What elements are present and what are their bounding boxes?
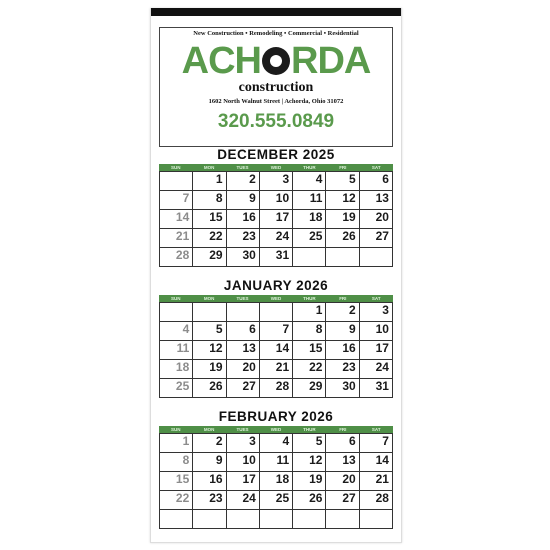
day-number: 25	[275, 491, 290, 505]
day-number: 19	[309, 472, 323, 486]
day-number: 12	[209, 341, 223, 355]
day-number: 14	[275, 341, 290, 355]
month-grid	[159, 433, 393, 529]
month-title: JANUARY 2026	[223, 278, 329, 293]
brand-right: RDA	[291, 40, 371, 82]
weekday-label: WED	[270, 427, 282, 432]
day-number: 7	[382, 434, 389, 448]
day-cell	[193, 341, 226, 360]
day-cell	[160, 303, 193, 322]
day-cell	[326, 341, 359, 360]
day-number: 2	[215, 434, 223, 448]
day-number: 15	[175, 472, 190, 486]
weekday-label: MON	[203, 165, 215, 170]
day-cell	[360, 191, 393, 210]
day-cell	[293, 341, 326, 360]
day-cell	[227, 379, 260, 398]
day-number: 9	[215, 453, 223, 467]
weekday-label: FRI	[339, 296, 347, 301]
day-number: 21	[275, 360, 290, 374]
calendar-binding-bar	[151, 8, 401, 16]
day-cell	[293, 491, 326, 510]
day-number: 4	[315, 172, 323, 186]
day-cell	[193, 191, 226, 210]
day-number: 15	[209, 210, 223, 224]
day-cell	[193, 322, 226, 341]
day-cell	[293, 248, 326, 267]
day-cell	[193, 379, 226, 398]
day-cell	[227, 491, 260, 510]
day-number: 11	[309, 191, 323, 205]
day-cell	[360, 472, 393, 491]
weekday-label: THUR	[303, 427, 316, 432]
day-cell	[193, 491, 226, 510]
day-cell	[260, 472, 293, 491]
day-number: 4	[182, 322, 190, 336]
day-cell	[227, 434, 260, 453]
month-grid	[159, 171, 393, 267]
wall-calendar	[150, 8, 402, 543]
day-cell	[260, 210, 293, 229]
day-cell	[326, 360, 359, 379]
day-number: 20	[342, 472, 356, 486]
day-number: 7	[182, 191, 190, 205]
day-number: 23	[242, 229, 256, 243]
day-cell	[293, 191, 326, 210]
day-cell	[227, 248, 260, 267]
day-cell	[326, 303, 359, 322]
day-cell	[293, 360, 326, 379]
day-cell	[360, 379, 393, 398]
day-number: 1	[215, 172, 223, 186]
weekday-label: FRI	[339, 427, 347, 432]
day-cell	[160, 322, 193, 341]
day-number: 14	[375, 453, 389, 467]
day-cell	[326, 248, 359, 267]
day-number: 22	[209, 229, 223, 243]
day-number: 13	[375, 191, 389, 205]
logo-mark-icon	[262, 47, 290, 75]
day-number: 8	[182, 453, 190, 467]
day-cell	[260, 172, 293, 191]
day-cell	[293, 510, 326, 529]
day-number: 20	[242, 360, 256, 374]
day-number: 11	[276, 453, 290, 467]
day-number: 28	[175, 248, 190, 262]
day-cell	[326, 379, 359, 398]
day-cell	[260, 453, 293, 472]
day-cell	[360, 510, 393, 529]
day-cell	[293, 303, 326, 322]
day-cell	[360, 453, 393, 472]
day-number: 26	[342, 229, 356, 243]
day-number: 15	[309, 341, 323, 355]
day-number: 30	[242, 248, 256, 262]
day-number: 5	[349, 172, 356, 186]
day-cell	[227, 172, 260, 191]
day-number: 24	[375, 360, 389, 374]
month-title: FEBRUARY 2026	[218, 409, 334, 424]
day-cell	[227, 453, 260, 472]
day-cell	[193, 472, 226, 491]
day-cell	[260, 360, 293, 379]
day-cell	[160, 341, 193, 360]
month-grid	[159, 302, 393, 398]
day-cell	[326, 210, 359, 229]
day-cell	[160, 248, 193, 267]
day-number: 27	[342, 491, 356, 505]
weekday-label: SAT	[371, 427, 381, 432]
day-number: 10	[275, 191, 290, 205]
day-number: 16	[342, 341, 356, 355]
day-cell	[160, 510, 193, 529]
day-number: 19	[209, 360, 223, 374]
day-cell	[193, 453, 226, 472]
company-subtitle: construction	[238, 80, 314, 95]
day-number: 23	[342, 360, 356, 374]
day-cell	[293, 172, 326, 191]
weekday-label: SUN	[170, 296, 181, 301]
month-title: DECEMBER 2025	[217, 147, 335, 162]
day-number: 18	[175, 360, 190, 374]
day-cell	[260, 191, 293, 210]
day-number: 6	[349, 434, 356, 448]
day-cell	[326, 491, 359, 510]
day-cell	[193, 210, 226, 229]
day-number: 13	[342, 453, 356, 467]
day-number: 3	[382, 303, 389, 317]
day-number: 25	[175, 379, 190, 393]
day-number: 2	[249, 172, 256, 186]
day-number: 11	[176, 341, 190, 355]
company-phone: 320.555.0849	[217, 111, 335, 132]
day-number: 2	[349, 303, 356, 317]
day-cell	[193, 434, 226, 453]
day-cell	[160, 210, 193, 229]
day-cell	[293, 322, 326, 341]
day-number: 16	[209, 472, 223, 486]
day-cell	[260, 491, 293, 510]
day-cell	[293, 434, 326, 453]
day-cell	[326, 191, 359, 210]
day-number: 10	[242, 453, 256, 467]
day-number: 29	[209, 248, 223, 262]
day-cell	[260, 229, 293, 248]
weekday-label: THUR	[303, 165, 316, 170]
day-cell	[193, 510, 226, 529]
day-cell	[227, 210, 260, 229]
day-number: 17	[242, 472, 256, 486]
day-cell	[227, 191, 260, 210]
company-address: 1602 North Walnut Street | Achorda, Ohio 31072	[208, 98, 344, 105]
day-number: 17	[275, 210, 290, 224]
day-cell	[227, 360, 260, 379]
weekday-label: SUN	[170, 427, 181, 432]
day-cell	[160, 453, 193, 472]
day-cell	[326, 322, 359, 341]
day-number: 9	[349, 322, 356, 336]
day-cell	[227, 229, 260, 248]
weekday-label: TUES	[236, 296, 249, 301]
weekday-label: SAT	[371, 165, 381, 170]
day-number: 16	[242, 210, 256, 224]
weekday-label: SAT	[371, 296, 381, 301]
day-cell	[193, 303, 226, 322]
day-cell	[193, 172, 226, 191]
day-cell	[260, 379, 293, 398]
day-number: 12	[309, 453, 323, 467]
weekday-header-row	[159, 164, 393, 171]
day-number: 1	[182, 434, 190, 448]
day-cell	[227, 303, 260, 322]
day-number: 5	[215, 322, 223, 336]
day-number: 21	[175, 229, 190, 243]
day-cell	[360, 491, 393, 510]
day-cell	[326, 453, 359, 472]
day-cell	[360, 210, 393, 229]
day-cell	[293, 453, 326, 472]
weekday-label: FRI	[339, 165, 347, 170]
day-number: 31	[375, 379, 389, 393]
day-number: 23	[209, 491, 223, 505]
weekday-label: TUES	[236, 427, 249, 432]
day-number: 5	[315, 434, 323, 448]
day-number: 6	[249, 322, 256, 336]
day-cell	[326, 172, 359, 191]
day-cell	[260, 434, 293, 453]
day-number: 3	[249, 434, 256, 448]
day-cell	[360, 341, 393, 360]
day-cell	[360, 248, 393, 267]
day-number: 26	[309, 491, 323, 505]
day-number: 9	[249, 191, 256, 205]
day-cell	[293, 229, 326, 248]
day-cell	[360, 172, 393, 191]
weekday-label: MON	[203, 296, 215, 301]
day-number: 8	[215, 191, 223, 205]
day-number: 30	[342, 379, 356, 393]
day-number: 26	[209, 379, 223, 393]
day-cell	[326, 510, 359, 529]
weekday-label: THUR	[303, 296, 316, 301]
day-cell	[360, 434, 393, 453]
day-cell	[360, 322, 393, 341]
day-number: 3	[282, 172, 290, 186]
day-number: 14	[175, 210, 190, 224]
day-number: 22	[175, 491, 190, 505]
day-cell	[326, 434, 359, 453]
day-number: 12	[342, 191, 356, 205]
weekday-label: TUES	[236, 165, 249, 170]
day-number: 24	[275, 229, 290, 243]
day-cell	[260, 341, 293, 360]
day-number: 8	[315, 322, 323, 336]
day-cell	[260, 303, 293, 322]
day-cell	[360, 360, 393, 379]
day-number: 24	[242, 491, 256, 505]
day-cell	[360, 229, 393, 248]
day-number: 21	[375, 472, 389, 486]
day-cell	[326, 229, 359, 248]
day-cell	[227, 322, 260, 341]
day-cell	[160, 379, 193, 398]
day-cell	[193, 229, 226, 248]
day-number: 18	[309, 210, 323, 224]
day-cell	[160, 172, 193, 191]
day-number: 28	[275, 379, 290, 393]
day-cell	[160, 491, 193, 510]
day-number: 1	[315, 303, 323, 317]
day-number: 18	[275, 472, 290, 486]
company-logo	[151, 42, 401, 80]
services-tagline: New Construction • Remodeling • Commercial • Residential	[193, 30, 359, 37]
day-number: 13	[242, 341, 256, 355]
day-cell	[260, 510, 293, 529]
day-cell	[160, 360, 193, 379]
day-cell	[326, 472, 359, 491]
brand-left: ACH	[181, 40, 261, 82]
day-number: 27	[375, 229, 389, 243]
day-cell	[260, 248, 293, 267]
day-number: 4	[282, 434, 290, 448]
day-number: 7	[282, 322, 290, 336]
day-number: 6	[382, 172, 389, 186]
weekday-label: WED	[270, 165, 282, 170]
weekday-header-row	[159, 295, 393, 302]
day-number: 10	[375, 322, 389, 336]
day-cell	[227, 341, 260, 360]
weekday-label: SUN	[170, 165, 181, 170]
day-cell	[193, 360, 226, 379]
day-number: 29	[309, 379, 323, 393]
day-cell	[227, 472, 260, 491]
day-cell	[227, 510, 260, 529]
day-cell	[160, 191, 193, 210]
day-cell	[193, 248, 226, 267]
day-number: 31	[275, 248, 290, 262]
day-cell	[293, 379, 326, 398]
day-cell	[293, 210, 326, 229]
day-number: 25	[309, 229, 323, 243]
day-cell	[260, 322, 293, 341]
day-cell	[160, 434, 193, 453]
day-cell	[160, 472, 193, 491]
day-number: 22	[309, 360, 323, 374]
day-cell	[293, 472, 326, 491]
weekday-label: WED	[270, 296, 282, 301]
day-cell	[160, 229, 193, 248]
day-number: 19	[342, 210, 356, 224]
day-number: 17	[375, 341, 389, 355]
weekday-header-row	[159, 426, 393, 433]
day-cell	[360, 303, 393, 322]
day-number: 27	[242, 379, 256, 393]
day-number: 20	[375, 210, 389, 224]
weekday-label: MON	[203, 427, 215, 432]
day-number: 28	[375, 491, 389, 505]
